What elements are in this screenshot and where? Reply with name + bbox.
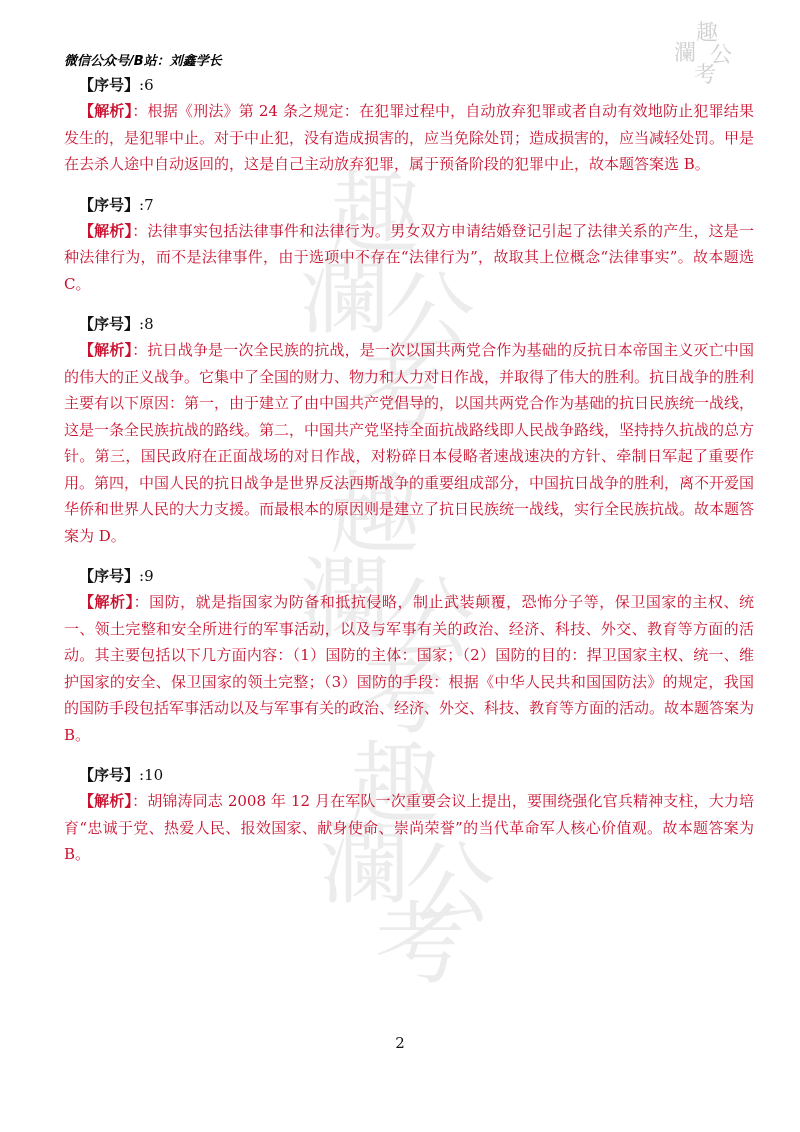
seq-value: :6	[139, 76, 154, 94]
answer-entry	[64, 311, 754, 549]
explanation	[64, 337, 754, 549]
answer-entry	[64, 192, 754, 298]
explanation	[64, 589, 754, 748]
analysis-label: 【解析】	[79, 102, 133, 120]
question-number	[64, 762, 754, 788]
analysis-text: ：法律事实包括法律事件和法律行为。男女双方申请结婚登记引起了法律关系的产生，这是一种法律行为，而不是法律事件，由于选项中不存在“法律行为”，故取其上位概念“法律事实”。故本题选 C。	[64, 221, 754, 293]
explanation	[64, 788, 754, 868]
logo-char: 公	[710, 43, 733, 68]
answer-explanations	[64, 72, 754, 882]
watermark-char: 公	[385, 262, 475, 367]
watermark-char: 考	[355, 337, 445, 442]
watermark-char: 趣	[330, 162, 420, 267]
seq-label: 【序号】	[79, 195, 140, 214]
watermark-char: 瀾	[300, 547, 390, 652]
analysis-label: 【解析】	[79, 593, 134, 611]
page-header-source: 微信公众号/B站：刘鑫学长	[64, 54, 222, 69]
question-number	[64, 311, 754, 337]
watermark-char: 瀾	[320, 812, 410, 917]
page-number: 2	[395, 1034, 405, 1052]
question-number	[64, 192, 754, 218]
seq-value: :7	[139, 195, 154, 214]
explanation	[64, 98, 754, 178]
analysis-text: ：抗日战争是一次全民族的抗战，是一次以国共两党合作为基础的反抗日本帝国主义灭亡中国的伟大的正义战争。它集中了全国的财力、物力和人力对日作战，并取得了伟大的胜利。抗日战争的胜利主要有以下原因：第一，由于建立了由中国共产党倡导的，以国共两党合作为基础的抗日民族统一战线，这是一条全民族抗战的路线。第二，中国共产党坚持全面抗战路线即人民战争路线，坚持持久抗战的总方针。第三，国民政府在正面战场的对日作战，对粉碎日本侵略者速战速决的方针、牵制日军起了重要作用。第四，中国人民的抗日战争是世界反法西斯战争的重要组成部分，中国抗日战争的胜利，离不开爱国华侨和世界人民的大力支援。而最根本的原因则是建立了抗日民族统一战线，实行全民族抗战。故本题答案为 D。	[64, 341, 755, 545]
seq-label: 【序号】	[79, 766, 140, 784]
analysis-text: ：胡锦涛同志 2008 年 12 月在军队一次重要会议上提出，要围绕强化官兵精神支柱，大力培育“忠诚于党、热爱人民、报效国家、献身使命、崇尚荣誉”的当代革命军人核心价值观。故本题答案为 B。	[64, 792, 754, 863]
watermark-char: 趣	[350, 732, 440, 837]
seq-value: :8	[139, 315, 154, 333]
watermark-char: 考	[355, 642, 445, 747]
analysis-label: 【解析】	[79, 221, 133, 240]
seq-label: 【序号】	[79, 315, 140, 333]
seq-value: :9	[139, 567, 154, 585]
watermark-char: 瀾	[300, 242, 390, 347]
analysis-text: ：根据《刑法》第 24 条之规定：在犯罪过程中，自动放弃犯罪或者自动有效地防止犯罪结果发生的，是犯罪中止。对于中止犯，没有造成损害的，应当免除处罚；造成损害的，应当减轻处罚。甲是在去杀人途中自动返回的，这是自己主动放弃犯罪，属于预备阶段的犯罪中止，故本题答案选 B。	[64, 102, 755, 173]
watermark-char: 公	[385, 567, 475, 672]
watermark-char: 考	[375, 892, 465, 997]
analysis-label: 【解析】	[79, 341, 133, 359]
question-number	[64, 72, 754, 98]
analysis-label: 【解析】	[79, 792, 133, 810]
watermark-char: 公	[405, 832, 495, 937]
question-number	[64, 563, 754, 589]
logo-char: 瀾	[674, 41, 697, 66]
seq-label: 【序号】	[79, 76, 140, 94]
logo-char: 趣	[696, 21, 719, 46]
explanation	[64, 218, 754, 298]
answer-entry	[64, 72, 754, 178]
publisher-logo	[670, 16, 734, 88]
analysis-text: ：国防，就是指国家为防备和抵抗侵略，制止武装颠覆，恐怖分子等，保卫国家的主权、统一、领土完整和安全所进行的军事活动，以及与军事有关的政治、经济、科技、外交、教育等方面的活动。其主要包括以下几方面内容：（1）国防的主体：国家；（2）国防的目的：捍卫国家主权、统一、维护国家的安全、保卫国家的领土完整；（3）国防的手段：根据《中华人民共和国国防法》的规定，我国的国防手段包括军事活动以及与军事有关的政治、经济、外交、科技、教育等方面的活动。故本题答案为 B。	[64, 593, 755, 744]
answer-entry	[64, 563, 754, 748]
watermark-char: 趣	[330, 462, 420, 567]
seq-label: 【序号】	[79, 567, 140, 585]
seq-value: :10	[139, 766, 164, 784]
answer-entry	[64, 762, 754, 868]
logo-char: 考	[694, 63, 717, 88]
